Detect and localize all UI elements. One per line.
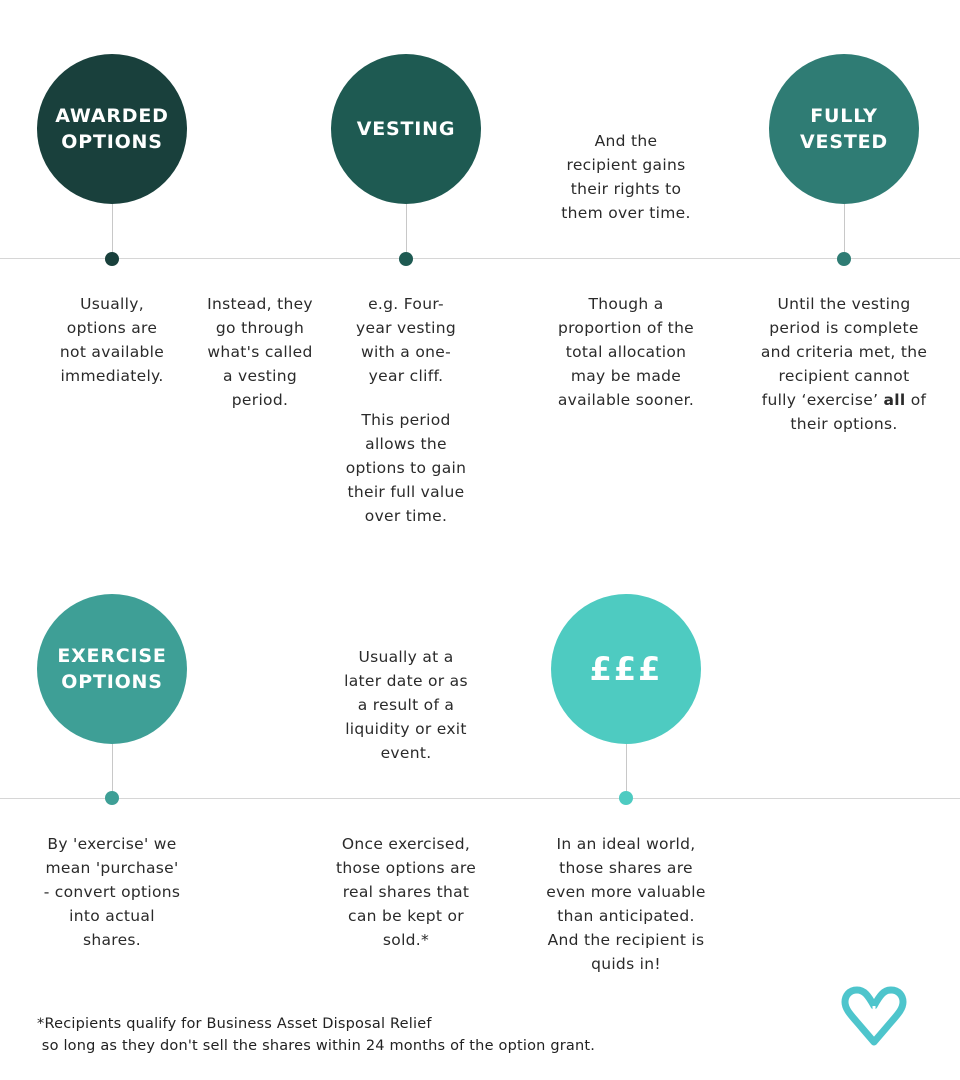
- text-not-available: Usually, options are not available immediately.: [59, 295, 165, 385]
- circle-money: [551, 594, 701, 744]
- text-real-shares: Once exercised, those options are real shares that can be kept or sold.*: [335, 835, 477, 949]
- note-later-date: Usually at a later date or as a result of a liquidity or exit event.: [344, 648, 468, 762]
- circle-awarded-options: [37, 54, 187, 204]
- footnote: *Recipients qualify for Business Asset Disposal Relief so long as they don't sell the shares within 24 months of the option grant.: [37, 1016, 596, 1054]
- circle-exercise-options: [37, 594, 187, 744]
- circle-label: FULLY VESTED: [800, 105, 888, 153]
- timeline-line-1: [0, 258, 960, 259]
- dot-vesting: [399, 252, 413, 266]
- stem-vesting: [406, 203, 407, 258]
- stem-awarded: [112, 203, 113, 258]
- text-part: of their options.: [790, 391, 927, 433]
- dot-exercise: [105, 791, 119, 805]
- stem-fully-vested: [844, 203, 845, 258]
- dot-fully-vested: [837, 252, 851, 266]
- note-rights-over-time: And the recipient gains their rights to them over time.: [561, 132, 691, 222]
- text-cannot-exercise-all: [744, 292, 944, 436]
- dot-money: [619, 791, 633, 805]
- emphasis-all: all: [883, 391, 906, 409]
- circle-label: AWARDED OPTIONS: [55, 105, 169, 153]
- circle-label: VESTING: [356, 118, 456, 140]
- circle-label: £££: [589, 650, 663, 688]
- text-vesting-period: Instead, they go through what's called a vesting period.: [207, 295, 313, 409]
- text-four-year-vesting: e.g. Four- year vesting with a one- year cliff.: [356, 295, 456, 385]
- text-period-value: This period allows the options to gain their full value over time.: [345, 411, 467, 525]
- text-proportion-sooner: Though a proportion of the total allocation may be made available sooner.: [557, 295, 695, 409]
- dot-awarded: [105, 252, 119, 266]
- circle-label: EXERCISE OPTIONS: [57, 645, 167, 693]
- stem-money: [626, 743, 627, 798]
- text-quids-in: In an ideal world, those shares are even more valuable than anticipated. And the recipient is quids in!: [546, 835, 706, 973]
- timeline-line-2: [0, 798, 960, 799]
- text-part: Until the vesting period is complete and criteria met, the recipient cannot fully ‘exercise’: [760, 295, 928, 409]
- circle-vesting: [331, 54, 481, 204]
- circle-fully-vested: [769, 54, 919, 204]
- text-exercise-meaning: By 'exercise' we mean 'purchase' - convert options into actual shares.: [43, 835, 181, 949]
- v-heart-logo-icon: [840, 984, 908, 1048]
- stem-exercise: [112, 743, 113, 798]
